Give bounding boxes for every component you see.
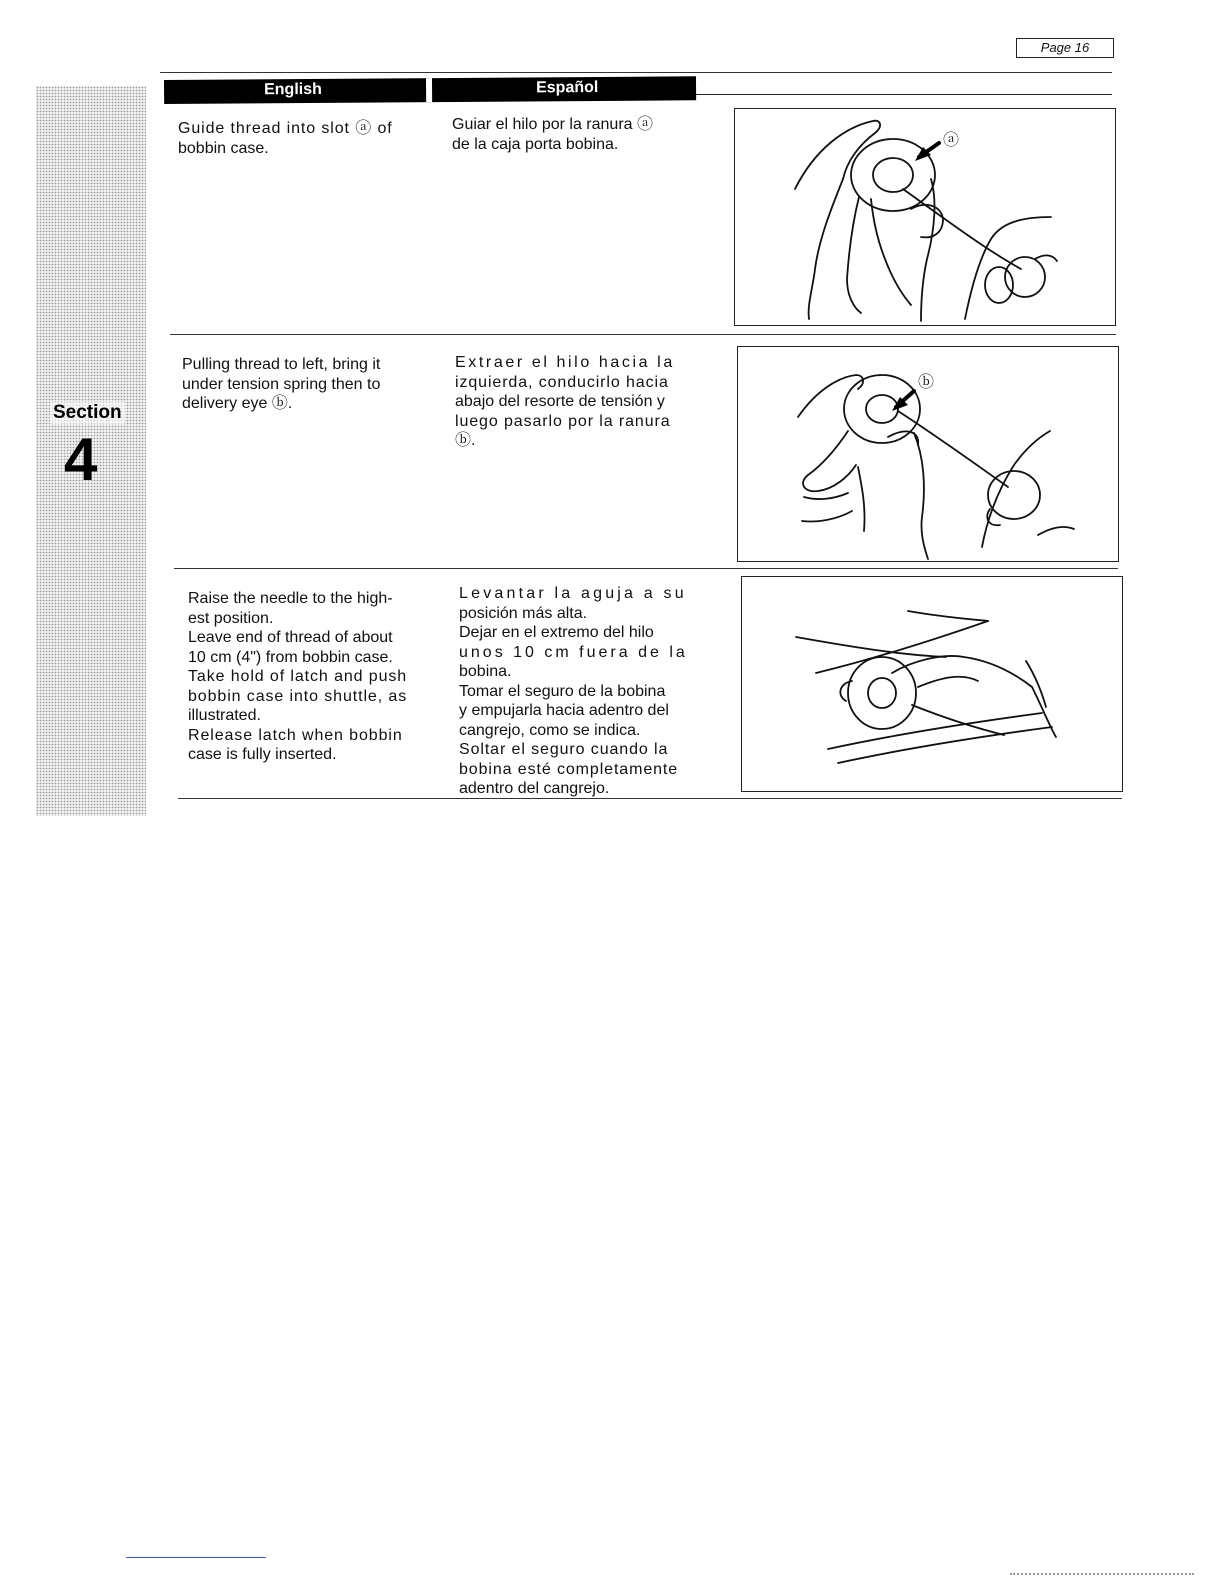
row-divider	[178, 798, 1122, 799]
text-line: adentro del cangrejo.	[459, 780, 610, 797]
text-line: Guiar el hilo por la ranura ⓐ	[452, 116, 653, 133]
section-label: Section	[50, 402, 125, 424]
text-line: de la caja porta bobina.	[452, 135, 619, 153]
step-3-spanish	[459, 584, 703, 799]
text-line: abajo del resorte de tensión y	[455, 393, 665, 410]
page-header-rule	[160, 72, 1112, 73]
step-1-english	[178, 119, 436, 158]
text-line: y empujarla hacia adentro del	[459, 702, 669, 719]
figure-thread-slot	[734, 108, 1116, 326]
text-line: illustrated.	[188, 707, 261, 724]
text-line: bobbin case.	[178, 139, 269, 157]
tension-spring-illustration	[738, 347, 1118, 561]
text-line: bobina.	[459, 663, 512, 680]
text-line: luego pasarlo por la ranura	[455, 412, 671, 430]
text-line: ⓑ.	[455, 432, 476, 449]
header-rule	[696, 94, 1112, 95]
step-1-spanish	[452, 115, 696, 154]
text-line: under tension spring then to	[182, 375, 381, 393]
text-line: Raise the needle to the high-	[188, 590, 393, 607]
step-3-english	[188, 589, 446, 765]
scan-edge-mark	[1010, 1573, 1194, 1575]
text-line: Levantar la aguja a su	[459, 585, 687, 602]
language-header-bar	[164, 76, 696, 104]
text-line: case is fully inserted.	[188, 746, 337, 763]
text-line: izquierda, conducirlo hacia	[455, 373, 669, 391]
text-line: Tomar el seguro de la bobina	[459, 682, 666, 700]
text-line: Release latch when bobbin	[188, 726, 403, 744]
text-line: delivery eye ⓑ.	[182, 395, 293, 412]
text-line: Soltar el seguro cuando la	[459, 741, 669, 758]
spanish-heading: Español	[536, 78, 599, 97]
text-line: posición más alta.	[459, 604, 588, 622]
text-line: bobina esté completamente	[459, 760, 679, 778]
text-line: Guide thread into slot ⓐ of	[178, 120, 393, 137]
insert-bobbin-case-illustration	[742, 577, 1122, 791]
figure-marker-b: ⓑ	[918, 372, 935, 391]
english-heading: English	[264, 80, 322, 99]
text-line: unos 10 cm fuera de la	[459, 643, 688, 661]
step-2-spanish	[455, 353, 699, 451]
page-number: Page 16	[1016, 38, 1114, 58]
bobbin-case-slot-illustration	[735, 109, 1115, 325]
text-line: cangrejo, como se indica.	[459, 721, 641, 739]
text-line: Take hold of latch and push	[188, 668, 408, 685]
figure-insert-bobbin	[741, 576, 1123, 792]
row-divider	[170, 334, 1116, 335]
figure-tension-spring	[737, 346, 1119, 562]
step-2-english	[182, 355, 440, 414]
section-number: 4	[64, 426, 98, 493]
text-line: est position.	[188, 609, 274, 627]
text-line: Dejar en el extremo del hilo	[459, 624, 654, 641]
language-divider	[426, 78, 432, 102]
row-divider	[174, 568, 1118, 569]
text-line: Pulling thread to left, bring it	[182, 356, 381, 373]
text-line: bobbin case into shuttle, as	[188, 687, 408, 705]
text-line: Leave end of thread of about	[188, 629, 393, 646]
text-line: 10 cm (4") from bobbin case.	[188, 648, 393, 666]
text-line: Extraer el hilo hacia la	[455, 354, 675, 371]
figure-marker-a: ⓐ	[943, 130, 960, 149]
scan-edge-mark	[126, 1557, 266, 1558]
